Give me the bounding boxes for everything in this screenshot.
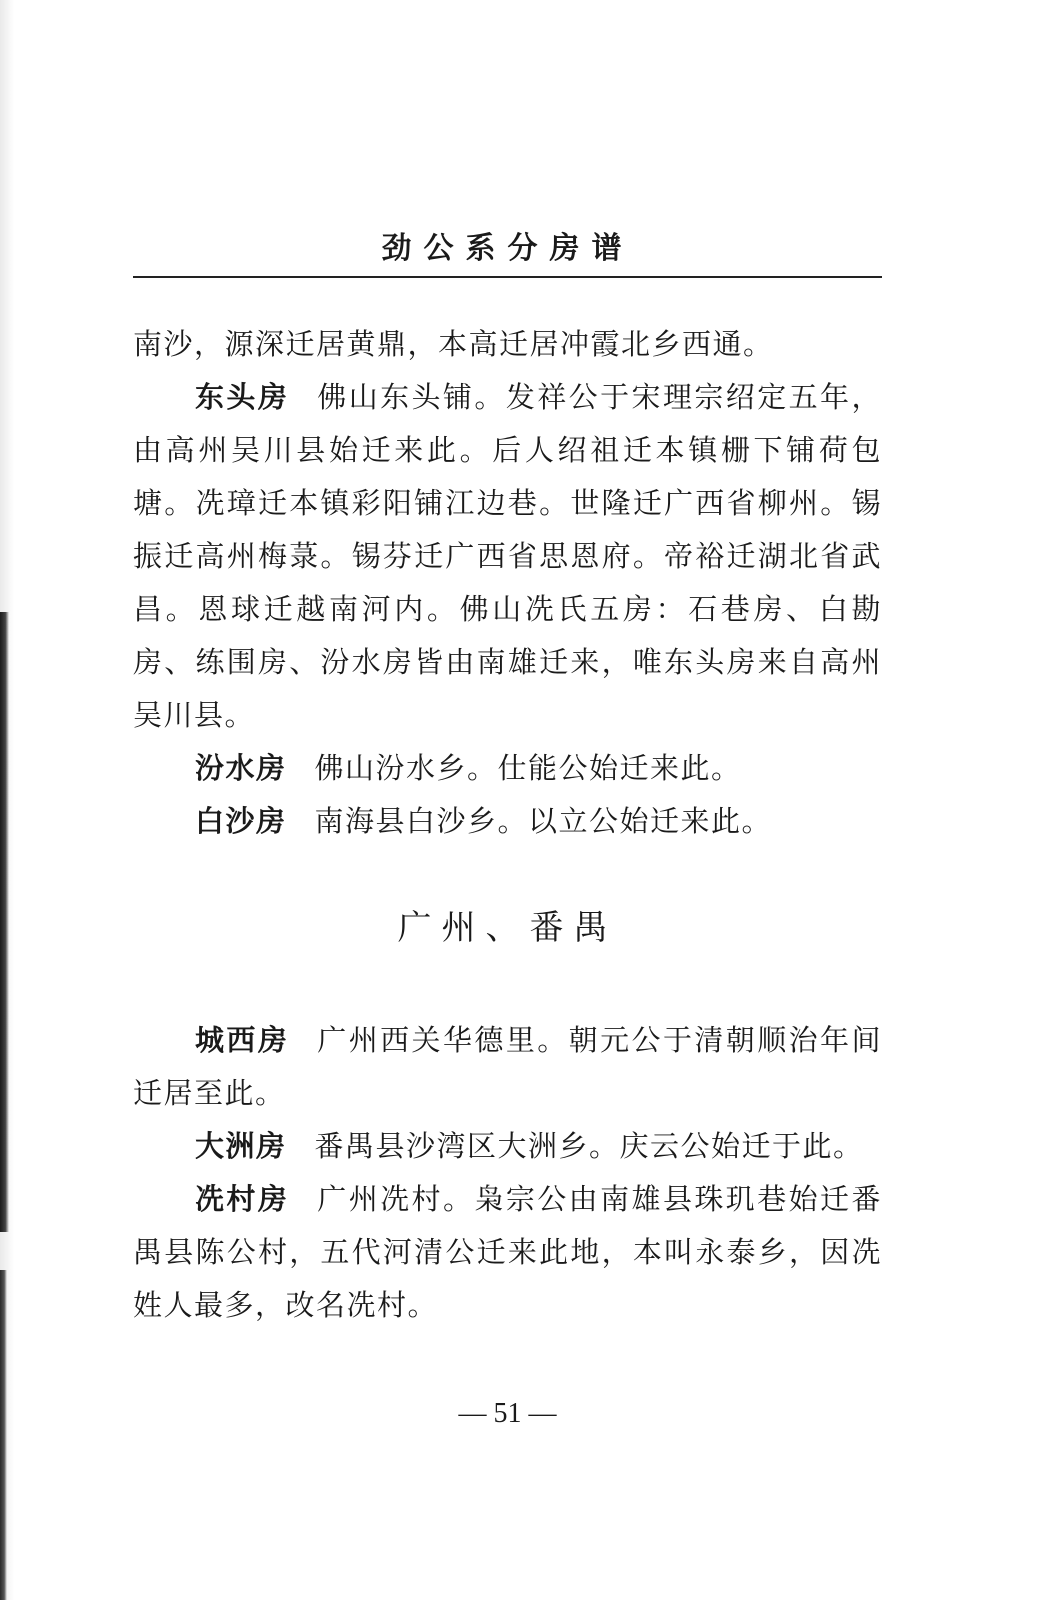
branch-term: 城西房 [195, 1023, 290, 1057]
paragraph-text: 广州西关华德里。朝元公于清朝顺治年间迁居至此。 [133, 1023, 882, 1110]
section-heading: 广州、番禺 [397, 908, 618, 948]
branch-term: 汾水房 [195, 751, 287, 785]
branch-term: 冼村房 [195, 1182, 290, 1216]
paragraph-text: 佛山东头铺。发祥公于宋理宗绍定五年，由高州吴川县始迁来此。后人绍祖迁本镇栅下铺荷包塘。冼璋迁本镇彩阳铺江边巷。世隆迁广西省柳州。锡振迁高州梅菉。锡芬迁广西省思恩府。帝裕迁湖北省武昌。恩球迁越南河内。佛山冼氏五房：石巷房、白勘房、练围房、汾水房皆由南雄迁来，唯东头房来自高州吴川县。 [133, 380, 882, 732]
paragraph-text: 南海县白沙乡。以立公始迁来此。 [314, 804, 773, 838]
paragraph-baisha [133, 795, 882, 848]
paragraph-text: 广州冼村。枭宗公由南雄县珠玑巷始迁番禺县陈公村，五代河清公迁来此地，本叫永泰乡，因冼姓人最多，改名冼村。 [133, 1182, 882, 1322]
section-1-body [133, 318, 882, 848]
page-edge-dark-lower [0, 1270, 7, 1600]
page-number: — 51 — [458, 1398, 557, 1429]
paragraph-continuation [133, 318, 882, 371]
page-edge-dark [0, 612, 9, 1232]
branch-term: 东头房 [195, 380, 290, 414]
branch-term: 大洲房 [195, 1129, 287, 1163]
paragraph-text: 南沙，源深迁居黄鼎，本高迁居冲霞北乡西通。 [133, 327, 774, 361]
paragraph-text: 番禺县沙湾区大洲乡。庆云公始迁于此。 [314, 1129, 864, 1163]
paragraph-xiancun [133, 1173, 882, 1332]
paragraph-dazhou [133, 1120, 882, 1173]
branch-term: 白沙房 [195, 804, 287, 838]
paragraph-dongtou [133, 371, 882, 742]
paragraph-fenshui [133, 742, 882, 795]
paragraph-text: 佛山汾水乡。仕能公始迁来此。 [314, 751, 742, 785]
running-header-title: 劲公系分房谱 [381, 231, 634, 266]
section-2-body [133, 1014, 882, 1332]
paragraph-chengxi [133, 1014, 882, 1120]
header-rule [133, 276, 882, 278]
